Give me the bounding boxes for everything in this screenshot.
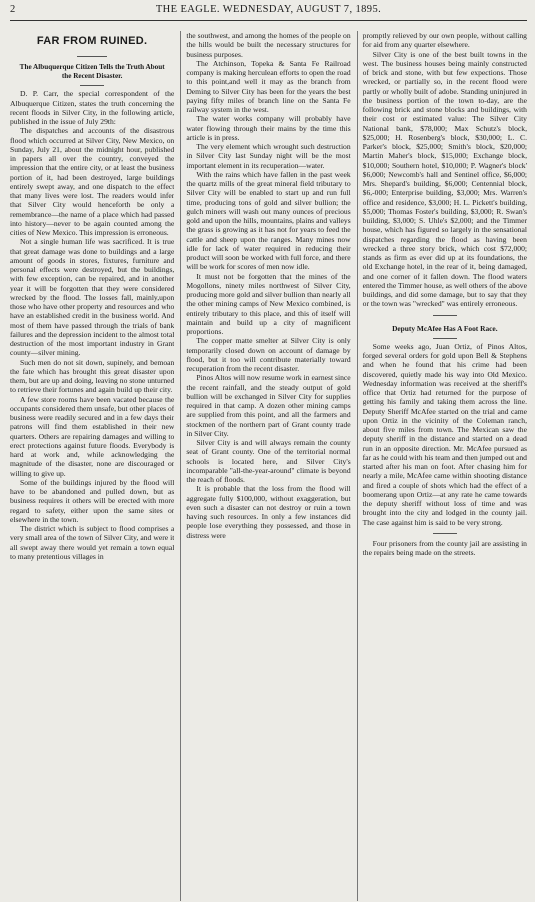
paragraph: The water works company will probably have water flowing through their mains by the time this article is in press. bbox=[186, 114, 351, 142]
paragraph: The very element which wrought such destruction in Silver City last Sunday night will be the most important element in its recuperation—water. bbox=[186, 142, 351, 170]
paragraph: Such men do not sit down, supinely, and bemoan the fate which has brought this great disaster upon them, but are up and doing, leaving no stone unturned to retrieve their fortunes and again build up their city. bbox=[10, 357, 175, 395]
article-subhead: The Albuquerque Citizen Tells the Truth About the Recent Disaster. bbox=[19, 63, 165, 81]
paragraph-continued: promptly relieved by our own people, without calling for aid from any quarter elsewhere. bbox=[362, 31, 527, 50]
paragraph: Not a single human life was sacrificed. It is true that great damage was done to buildings and a large amount of goods in stores, fixtures, furniture and personal effects were destroyed, but the buildings, with few exception, can be repaired, and in another year it will be forgotten that they were considered wrecked by the flood. The losses fall, mainly,upon those who have other property and resources and who have an established credit in the business world. And most of them have passed through the trials of bank failures and the depression incident to the almost total destruction of the most important industry in Grant county—silver mining. bbox=[10, 237, 175, 358]
divider bbox=[80, 85, 104, 86]
paragraph: A few store rooms have been vacated because the occupants considered them unsafe, but other places of business were readily secured and in a few days their patrons will find them established in their new quarters. Others are repairing damages and willing to erect protections against future floods. Everybody is hard at work and, while acknowledging the magnitude of the disaster, none are discouraged or willing to give up. bbox=[10, 394, 175, 478]
column-3 bbox=[357, 31, 527, 901]
page-number: 2 bbox=[10, 4, 16, 15]
masthead bbox=[10, 4, 527, 21]
columns bbox=[10, 31, 527, 901]
paragraph: Silver City is one of the best built towns in the west. The business houses being mainly constructed of brick and stone, with but few expections. Those wrecked, or partially so, in the recent flood were partly or wholly built of adobe. Standing uninjured in the business portion of the town to-day, are the following brick and stone blocks and buildings, with their cost or estimated value: The Silver City National bank, $78,000; Max Schutz's block, $25,000; H. Rosenberg's block, $30,000; L. C. Parker's block, $25,000; Smith's block, $20,000; Martin Maher's block, $15,000; Exchange block, $10,000; Southern hotel, $10,000; P. Wagner's block' $6,000; Newcomb's hall and Sentinel office, $6,000; Mrs. Shepard's building, $6,000; Centennial block, $6,-000; Enterprise building, $3,000; Mrs. Warren's office and residence, $3,000; H. L. Pickett's building, $5,000; Thomas Foster's building, $3,000; R. Swan's building, $3,000; S. Uhle's $2,000; and the Timmer house, which has figured so largely in the sensational dispatches regarding the flood as having been wrecked a three story brick, which cost $72,000; stands as firm as ever did up at its foundations, the old Exchange hotel, in the rear of it, being damaged, and one corner of it fallen down. The flood waters entered the Timmer house, as well others of the above buildings, and did some damage, but to say that they or the town was "wrecked" was entirely erroneous. bbox=[362, 49, 527, 309]
paragraph: Some of the buildings injured by the flood will have to be abandoned and pulled down, but as business requires it others will be erected with more regard to safety, either upon the same sites or elsewhere in the town. bbox=[10, 477, 175, 524]
paragraph: It must not be forgotten that the mines of the Mogollons, ninety miles northwest of Silver City, producing more gold and silver bullion than nearly all the other mining camps of New Mexico combined, is entirely tributary to this place, and this of itself will maintain and build up a city of magnificent proportions. bbox=[186, 271, 351, 336]
paragraph: The Atchinson, Topeka & Santa Fe Railroad company is making herculean efforts to open the road to this point,and well it may as the branch from Deming to Silver City has been for the years the best paying fifty miles of branch line on the Santa Fe railway system in the west. bbox=[186, 58, 351, 114]
divider bbox=[433, 533, 457, 534]
paragraph: The district which is subject to flood comprises a very small area of the town of Silver City, and were it all swept away there would yet remain a town equal to many pretentious villages in bbox=[10, 524, 175, 561]
article2-headline: Deputy McAfee Has A Foot Race. bbox=[392, 323, 498, 333]
divider bbox=[433, 315, 457, 316]
divider bbox=[433, 338, 457, 339]
paragraph: The dispatches and accounts of the disastrous flood which occurred at Silver City, New Mexico, on Sunday, July 21, about the midnight hour, published in papers all over the country, conveyed the impression that the entire city, or at least the business portion of it, had been destroyed, large buildings entirely swept away, and one dispatch to the effect that many lives were lost. The readers would infer that Silver City would henceforth be only a remembrance—the name of a place which had passed into history—never to be again counted among the cities of New Mexico. This impression is erroneous. bbox=[10, 126, 175, 237]
paragraph: Silver City is and will always remain the county seat of Grant county. One of the territorial normal schools is located here, and Silver City's incomparable "all-the-year-around" climate is beyond the reach of floods. bbox=[186, 438, 351, 484]
paragraph-continued: the southwest, and among the homes of the people on the hills would be built the necessary structures for business purposes. bbox=[186, 31, 351, 59]
paragraph: Some weeks ago, Juan Ortiz, of Pinos Altos, forged several orders for gold upon Bell & Stephens and when he found that his crime had been discovered, quietly made his way into Old Mexico. Wednesday information was received at the sheriff's office that Ortiz had returned for the purpose of getting his family and taking them across the line. Deputy Sheriff McAfee started on the trial and came upon Ortiz in the vicinity of the Coleman ranch, about five miles from town. The Mexican saw the deputy sheriff in the distance and started on a dead run in an opposite direction. Mr. McAfee pursued as far as he could with his team and then jumped out and started after his man on foot. After chasing him for nearly a mile, McAfee came within shooting distance and fired a couple of shots which had the effect of a boomerang upon Ortiz—at any rate he came towards the deputy sheriff without loss of time and was brought into the city and lodged in the county jail. The case against him is said to be very strong. bbox=[362, 341, 527, 527]
masthead-title: THE EAGLE. WEDNESDAY, AUGUST 7, 1895. bbox=[155, 4, 382, 15]
column-2 bbox=[180, 31, 350, 901]
paragraph: Four prisoners from the county jail are assisting in the repairs being made on the streets. bbox=[362, 538, 527, 557]
paragraph: The copper matte smelter at Silver City is only temporarily closed down on account of damage by flood, but it too will contribute materially toward recuperation from the recent disaster. bbox=[186, 336, 351, 373]
article-headline: FAR FROM RUINED. bbox=[36, 35, 148, 47]
paragraph: It is probable that the loss from the flood will aggregate fully $100,000, without exaggeration, but even such a disaster can not destroy or ruin a town having such resources. In only a few instances did people lose everything they possessed, and those in distress were bbox=[186, 484, 351, 540]
paragraph: D. P. Carr, the special correspondent of the Albuquerque Citizen, states the truth concerning the recent floods in Silver City, in the following article, published in the issue of July 29th: bbox=[10, 89, 175, 126]
paragraph: With the rains which have fallen in the past week the quartz mills of the great mineral field tributary to Silver City will be enabled to start up and run full time, producing tons of gold and silver bullion; the gulch miners will wash out many ounces of precious gold and upon the hills, mountains, plains and valleys the grass is growing as it has not for years to feed the cattle and sheep upon the ranges. Many mines now idle for lack of water required in reducing their product will soon be worked with full force, and there will be work for scores of men now idle. bbox=[186, 169, 351, 272]
column-1 bbox=[10, 31, 174, 901]
divider bbox=[77, 56, 107, 57]
paragraph: Pinos Altos will now resume work in earnest since the recent rainfall, and the steady output of gold bullion will be exchanged in Silver City for supplies required in that camp. A dozen other mining camps are supplied from this point, and all the farmers and stockmen of the northern part of Grant county trade in Silver City. bbox=[186, 373, 351, 438]
